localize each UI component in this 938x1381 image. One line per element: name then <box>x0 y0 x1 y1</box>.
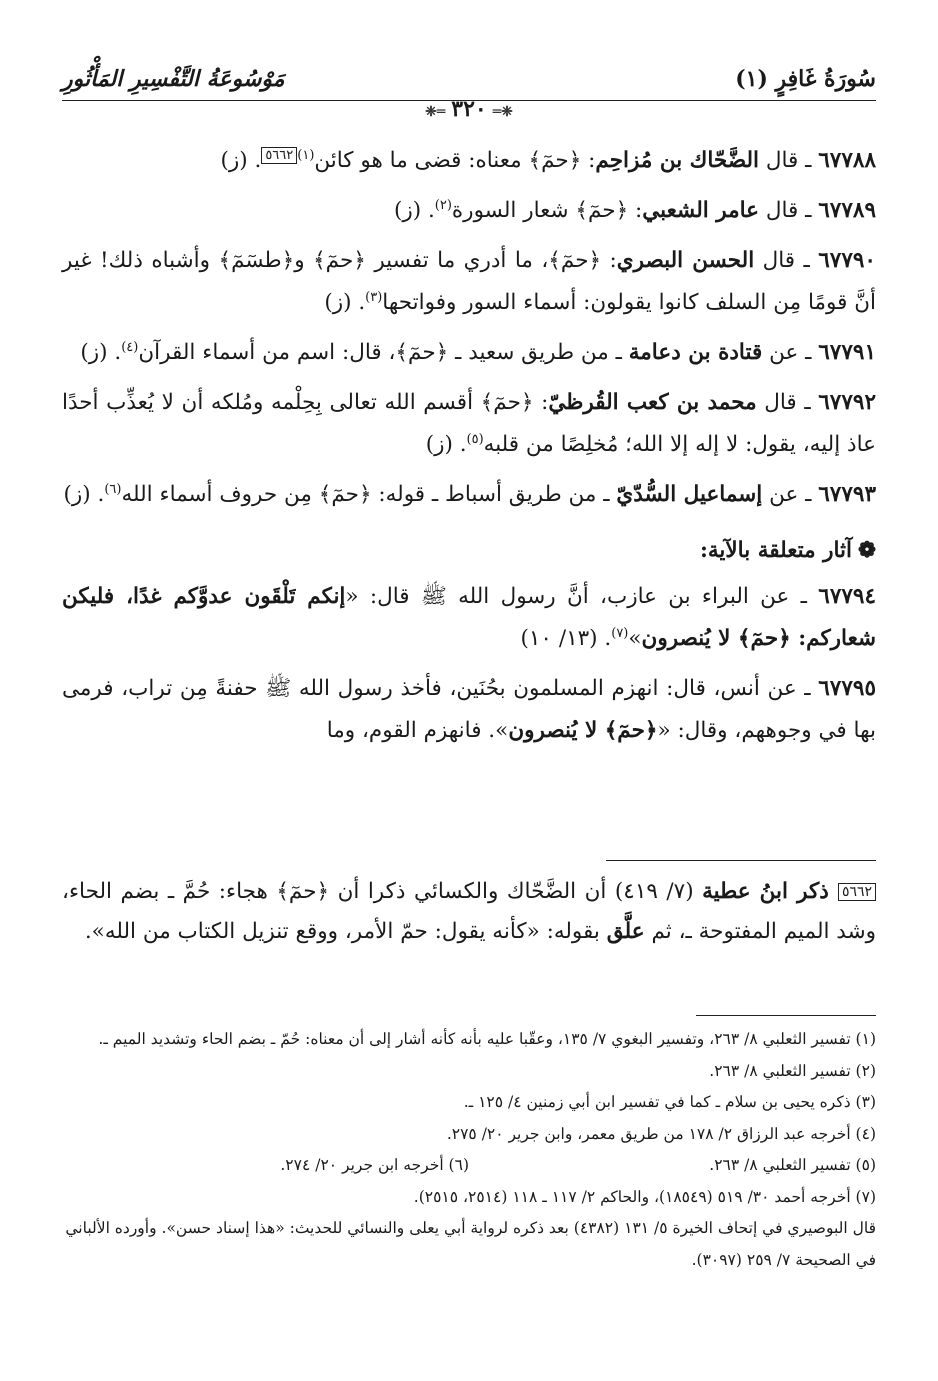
narration-entry: ٦٧٧٨٩ ـ قال عامر الشعبي: ﴿حمٓ﴾ شعار السورة$^{(٢)}$. (ز) <box>393 197 876 223</box>
flower-ornament-icon: ❁ <box>857 538 876 563</box>
hadith-entry: ٦٧٧٩٤ ـ عن البراء بن عازب، أنَّ رسول الله ﷺ قال: «إنكم تَلْقَون عدوَّكم غدًا، فليكن شعاركم: ﴿حمٓ﴾ لا يُنصرون»$^{(٧)}$. (١٣/ ١٠) <box>62 584 877 651</box>
footnote: (٧) أخرجه أحمد ٣٠/ ٥١٩ (١٨٥٤٩)، والحاكم ٢/ ١١٧ ـ ١١٨ (٢٥١٤، ٢٥١٥). <box>413 1187 876 1206</box>
narration-entry: ٦٧٧٨٨ ـ قال الضَّحّاك بن مُزاحِم: ﴿حمٓ﴾ معناه: قضى ما هو كائن$^{(١)٥٦٦٢}$. (ز) <box>220 147 876 173</box>
running-head-surah: سُورَةُ غَافِرٍ (١) <box>735 66 876 92</box>
main-text <box>62 140 876 760</box>
editor-note-marker[interactable]: ٥٦٦٢ <box>261 147 297 164</box>
running-head-title: مَوْسُوعَةُ التَّفْسِيرِ المَأْثُورِ <box>62 66 285 92</box>
page-number: ❈═٣٢٠═❈ <box>425 96 513 122</box>
narration-entry: ٦٧٧٩٣ ـ عن إسماعيل السُّدّيّ ـ من طريق أسباط ـ قوله: ﴿حمٓ﴾ مِن حروف أسماء الله$^{(٦)}$. (ز) <box>63 481 876 507</box>
editor-note-marker: ٥٦٦٢ <box>838 883 876 901</box>
editor-note: ٥٦٦٢ ذكر ابنُ عطية (٧/ ٤١٩) أن الضَّحّاك والكسائي ذكرا أن ﴿حمٓ﴾ هجاء: حُمَّ ـ بضم الحاء، وشد الميم المفتوحة ـ، ثم علَّق بقوله: «كأنه يقول: حمّ الأمر، ووقع تنزيل الكتاب من الله». <box>62 879 876 944</box>
narration-entry: ٦٧٧٩٢ ـ قال محمد بن كعب القُرظيّ: ﴿حمٓ﴾ أقسم الله تعالى بِحِلْمه ومُلكه أن لا يُعذِّب أحدًا عاذ إليه، يقول: لا إله إلا الله؛ مُخلِصًا من قلبه$^{(٥)}$. (ز) <box>62 390 876 457</box>
footnote: قال البوصيري في إتحاف الخيرة ٥/ ١٣١ (٤٣٨٢) بعد ذكره لرواية أبي يعلى والنسائي للحديث: «هذا إسناد حسن». وأورده الألباني في الصحيحة ٧/ ٢٥٩ (٣٠٩٧). <box>65 1219 876 1269</box>
section-heading: ❁آثار متعلقة بالآية: <box>699 538 876 563</box>
narration-entry: ٦٧٧٩٠ ـ قال الحسن البصري: ﴿حمٓ﴾، ما أدري ما تفسير ﴿حمٓ﴾ و﴿طسٓمٓ﴾ وأشباه ذلك! غير أنَّ قومًا مِن السلف كانوا يقولون: أسماء السور وفواتحها$^{(٣)}$. (ز) <box>62 248 876 315</box>
footnote: (٢) تفسير الثعلبي ٨/ ٢٦٣. <box>709 1061 876 1080</box>
footnote: (٦) أخرجه ابن جرير ٢٠/ ٢٧٤. <box>280 1156 469 1174</box>
footnotes <box>62 1024 876 1276</box>
footnote: (٤) أخرجه عبد الرزاق ٢/ ١٧٨ من طريق معمر، وابن جرير ٢٠/ ٢٧٥. <box>446 1124 876 1143</box>
footnote: (٥) تفسير الثعلبي ٨/ ٢٦٣. <box>709 1156 876 1174</box>
footnote-row <box>62 1150 876 1182</box>
ornament-icon: ═❈ <box>425 104 446 120</box>
footnote: (١) تفسير الثعلبي ٨/ ٢٦٣، وتفسير البغوي ٧/ ١٣٥، وعقّبا عليه بأنه كأنه أشار إلى أن معناه: حُمّ ـ بضم الحاء وتشديد الميم ـ. <box>98 1030 876 1048</box>
hadith-entry: ٦٧٧٩٥ ـ عن أنس، قال: انهزم المسلمون بحُنَين، فأخذ رسول الله ﷺ حفنةً مِن تراب، فرمى بها في وجوههم، وقال: «﴿حمٓ﴾ لا يُنصرون». فانهزم القوم، وما <box>62 676 876 743</box>
notes-divider <box>606 860 876 861</box>
ornament-icon: ❈═ <box>492 104 513 120</box>
footnotes-divider <box>696 1015 876 1016</box>
footnote: (٣) ذكره يحيى بن سلام ـ كما في تفسير ابن أبي زمنين ٤/ ١٢٥ ـ. <box>463 1093 876 1111</box>
narration-entry: ٦٧٧٩١ ـ عن قتادة بن دعامة ـ من طريق سعيد ـ ﴿حمٓ﴾، قال: اسم من أسماء القرآن$^{(٤)}$. (ز) <box>80 339 876 365</box>
